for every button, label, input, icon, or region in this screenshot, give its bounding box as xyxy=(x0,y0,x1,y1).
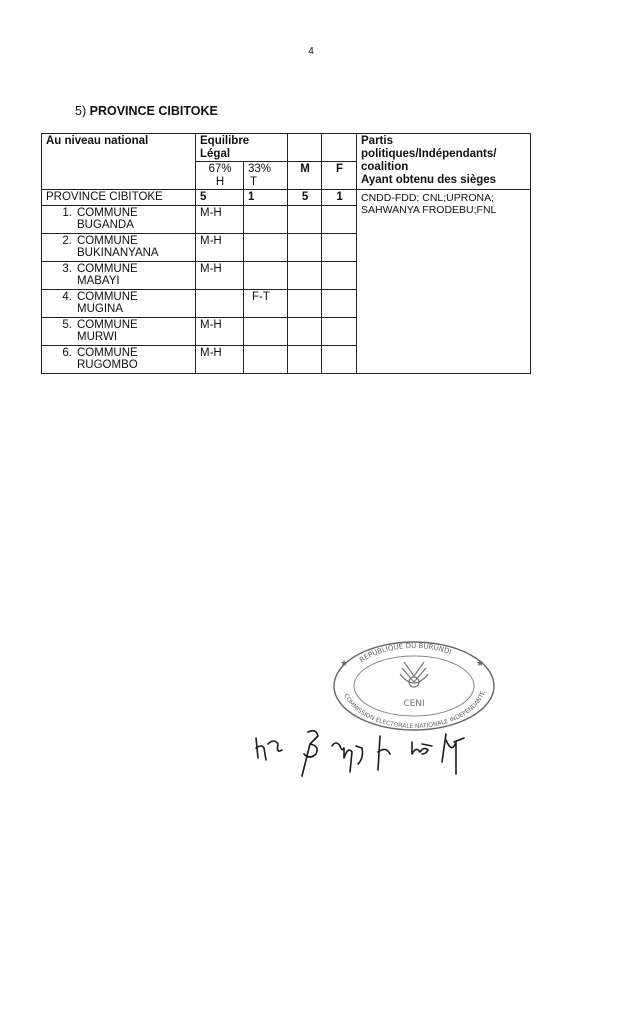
header-equilibre: Equilibre Légal xyxy=(196,134,288,162)
seal-star-icon: ★ xyxy=(476,658,485,668)
header-empty-m xyxy=(288,134,322,162)
province-t: 1 xyxy=(244,190,288,206)
commune-row: 2. COMMUNE BUKINANYANA M-H xyxy=(42,233,531,261)
commune-row: 5. COMMUNE MURWI M-H xyxy=(42,317,531,345)
commune-t xyxy=(244,205,288,233)
header-pct-t: 33% T xyxy=(244,162,288,190)
section-number: 5) xyxy=(75,104,87,118)
parties-cell xyxy=(357,190,531,374)
province-label: PROVINCE CIBITOKE xyxy=(42,190,196,206)
commune-t xyxy=(244,233,288,261)
commune-row: 4. COMMUNE MUGINA F-T xyxy=(42,289,531,317)
commune-h: M-H xyxy=(196,345,244,373)
commune-h: M-H xyxy=(196,261,244,289)
commune-row: 6. COMMUNE RUGOMBO M-H xyxy=(42,345,531,373)
table-header-row-1 xyxy=(42,134,531,162)
official-seal xyxy=(324,632,504,732)
seal-emblem-icon xyxy=(400,662,428,687)
section-title: PROVINCE CIBITOKE xyxy=(89,104,218,118)
commune-h: M-H xyxy=(196,233,244,261)
section-heading xyxy=(75,104,218,118)
header-national: Au niveau national xyxy=(42,134,196,190)
header-m: M xyxy=(288,162,322,190)
seal-text-top: REPUBLIQUE DU BURUNDI xyxy=(358,641,453,665)
commune-t xyxy=(244,317,288,345)
header-pct-h: 67% H xyxy=(196,162,244,190)
header-f: F xyxy=(322,162,357,190)
commune-h: M-H xyxy=(196,317,244,345)
province-m: 5 xyxy=(288,190,322,206)
commune-t xyxy=(244,345,288,373)
seal-star-icon: ★ xyxy=(340,658,349,668)
results-table xyxy=(41,133,531,374)
commune-t xyxy=(244,261,288,289)
parties-list: CNDD-FDD; CNL;UPRONA; SAHWANYA FRODEBU;FNL xyxy=(361,192,497,216)
commune-t: F-T xyxy=(244,289,288,317)
commune-h: M-H xyxy=(196,205,244,233)
header-parties: Partis politiques/Indépendants/ coalition Ayant obtenu des sièges xyxy=(357,134,531,190)
seal-abbr: CENI xyxy=(403,699,425,709)
province-f: 1 xyxy=(322,190,357,206)
handwritten-signatures xyxy=(252,724,482,784)
commune-h xyxy=(196,289,244,317)
province-row xyxy=(42,190,531,206)
commune-row: 1. COMMUNE BUGANDA M-H xyxy=(42,205,531,233)
commune-row: 3. COMMUNE MABAYI M-H xyxy=(42,261,531,289)
page-number: 4 xyxy=(308,46,314,57)
seal-text-bottom: COMMISSION ELECTORALE NATIONALE INDEPENDANTE xyxy=(342,690,487,731)
province-h: 5 xyxy=(196,190,244,206)
header-empty-f xyxy=(322,134,357,162)
